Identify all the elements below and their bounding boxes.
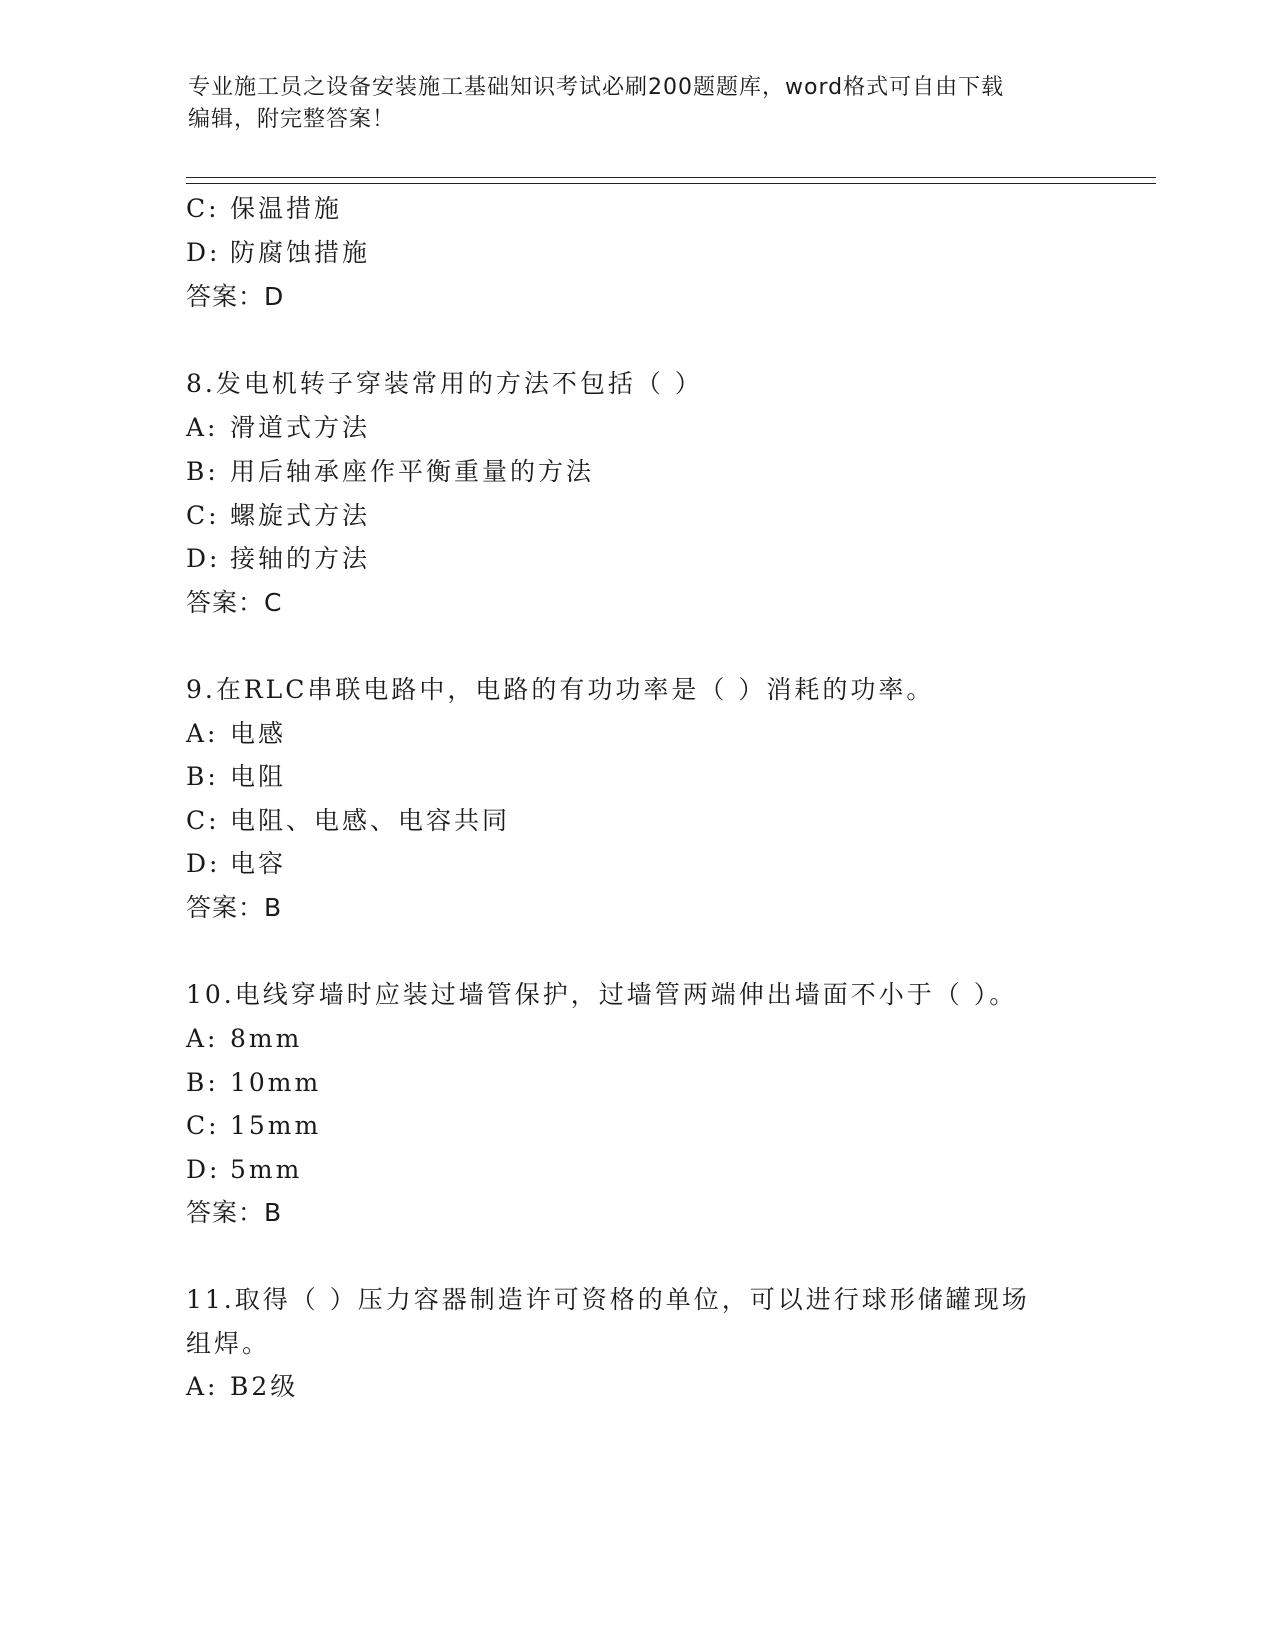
q8-option-b	[186, 456, 594, 488]
question-9: 9.在RLC串联电路中，电路的有功功率是（ ）消耗的功率。	[186, 675, 935, 704]
option-text: 电感	[230, 719, 287, 748]
option-text: 8mm	[230, 1024, 303, 1053]
option-text: 电容	[230, 849, 287, 878]
option-label: D:	[186, 544, 221, 573]
option-text: 滑道式方法	[230, 413, 371, 442]
q10-answer: 答案：B	[186, 1198, 283, 1227]
option-text: 保温措施	[230, 194, 343, 223]
option-text: 防腐蚀措施	[230, 238, 371, 267]
q9-option-a	[186, 718, 286, 750]
option-label: A:	[186, 1024, 219, 1053]
option-text: B2级	[230, 1372, 299, 1401]
q9-answer: 答案：B	[186, 893, 283, 922]
question-8: 8.发电机转子穿装常用的方法不包括（ ）	[186, 369, 703, 398]
option-text: 接轴的方法	[230, 544, 371, 573]
option-label: B:	[186, 762, 219, 791]
option-text: 5mm	[230, 1155, 303, 1184]
option-label: C:	[186, 501, 220, 530]
option-text: 用后轴承座作平衡重量的方法	[230, 457, 595, 486]
option-text: 电阻、电感、电容共同	[230, 806, 511, 835]
option-label: C:	[186, 806, 220, 835]
q8-option-c	[186, 500, 370, 532]
option-text: 10mm	[230, 1068, 322, 1097]
option-label: D:	[186, 849, 221, 878]
option-text: 15mm	[230, 1111, 322, 1140]
option-text: 螺旋式方法	[230, 501, 371, 530]
option-c	[186, 193, 342, 225]
question-11-line-1: 11.取得（ ）压力容器制造许可资格的单位，可以进行球形储罐现场	[186, 1285, 1030, 1314]
question-11-line-2: 组焊。	[186, 1329, 271, 1358]
q10-option-a	[186, 1023, 302, 1055]
option-label: B:	[186, 457, 219, 486]
q9-option-b	[186, 761, 286, 793]
option-label: D:	[186, 1155, 221, 1184]
option-label: A:	[186, 1372, 219, 1401]
option-label: A:	[186, 413, 219, 442]
q8-answer: 答案：C	[186, 588, 283, 617]
header-title-line-1: 专业施工员之设备安装施工基础知识考试必刷200题题库，word格式可自由下载	[188, 75, 1005, 100]
option-label: A:	[186, 719, 219, 748]
header-divider-bottom	[186, 183, 1156, 184]
question-10: 10.电线穿墙时应装过墙管保护，过墙管两端伸出墙面不小于（ ）。	[186, 980, 1018, 1009]
option-label: C:	[186, 1111, 220, 1140]
q10-option-c	[186, 1110, 321, 1142]
q9-option-c	[186, 805, 510, 837]
document-header	[188, 72, 1068, 136]
q8-option-a	[186, 412, 370, 444]
q8-option-d	[186, 543, 370, 575]
q10-option-d	[186, 1154, 302, 1186]
q11-option-a	[186, 1371, 298, 1403]
header-divider-top	[186, 177, 1156, 178]
option-label: C:	[186, 194, 220, 223]
option-label: D:	[186, 238, 221, 267]
header-title-line-2: 编辑，附完整答案！	[188, 107, 396, 132]
option-text: 电阻	[230, 762, 287, 791]
option-d	[186, 237, 370, 269]
option-label: B:	[186, 1068, 219, 1097]
q9-option-d	[186, 848, 286, 880]
answer-line: 答案：D	[186, 282, 285, 311]
q10-option-b	[186, 1067, 321, 1099]
